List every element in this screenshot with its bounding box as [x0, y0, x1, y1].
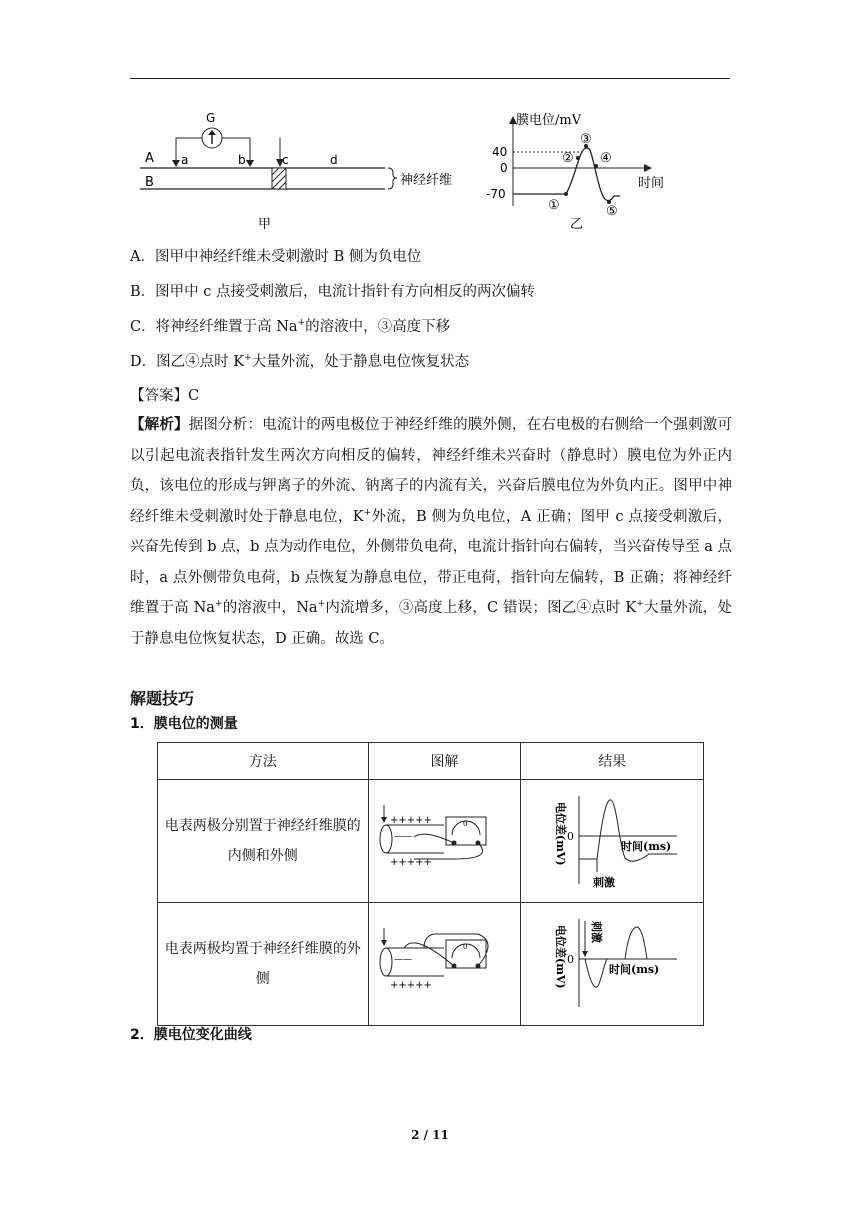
row2-result	[521, 903, 704, 1026]
yi-xlabel: 时间	[638, 176, 665, 191]
option-b: B．图甲中 c 点接受刺激后，电流计指针有方向相反的两次偏转	[130, 284, 535, 300]
point-b-label: b	[238, 153, 246, 167]
svg-text:电位差(mV): 电位差(mV)	[554, 802, 568, 866]
header-result: 结果	[521, 743, 704, 780]
option-d: D．图乙④点时 K+大量外流，处于静息电位恢复状态	[130, 353, 470, 370]
side-b-label: B	[145, 175, 154, 190]
figure-yi	[478, 108, 678, 233]
header-method: 方法	[158, 743, 369, 780]
row2-method: 电表两极均置于神经纤维膜的外侧	[158, 903, 369, 1026]
svg-text:+++++: +++++	[390, 815, 433, 826]
svg-text:时间(ms): 时间(ms)	[609, 963, 660, 976]
svg-text:+++++: +++++	[390, 857, 433, 868]
answer: 【答案】C	[130, 388, 200, 404]
svg-text:+++++: +++++	[390, 980, 433, 991]
table-row	[158, 780, 704, 903]
row1-method: 电表两极分别置于神经纤维膜的内侧和外侧	[158, 780, 369, 903]
option-c: C．将神经纤维置于高 Na+的溶液中，③高度下移	[130, 318, 451, 335]
svg-text:刺激: 刺激	[590, 921, 604, 943]
row1-diagram	[368, 780, 521, 903]
galvanometer-label: G	[206, 111, 216, 125]
yi-tick-neg70: -70	[486, 187, 506, 201]
yi-mark-5: ⑤	[606, 204, 618, 219]
svg-text:刺激: 刺激	[593, 876, 616, 889]
yi-mark-2: ②	[562, 151, 574, 166]
figure-yi-caption: 乙	[570, 217, 584, 232]
row2-diagram	[368, 903, 521, 1026]
result-graph-2	[537, 907, 687, 1017]
header-diagram: 图解	[368, 743, 521, 780]
svg-text:时间(ms): 时间(ms)	[621, 840, 672, 853]
figure-jia	[130, 105, 465, 235]
svg-text:——: ——	[394, 955, 413, 965]
electrode-diagram-outside	[374, 922, 514, 1002]
analysis-paragraph: 【解析】据图分析：电流计的两电极位于神经纤维的膜外侧，在右电极的右侧给一个强刺激可以引起电流表指针发生两次方向相反的偏转，神经纤维未兴奋时（静息时）膜电位为外正内负，该电位的形成与钾离子的外流、钠离子的内流有关，兴奋后膜电位为外负内正。图甲中神经纤维未受刺激时处于静息电位，K+外流，B 侧为负电位，A 正确；图甲 c 点接受刺激后，兴奋先传到 b 点，b 点为动作电位，外侧带负电荷，电流计指针向右偏转，当兴奋传导至 a 点时，a 点外侧带负电荷，b 点恢复为静息电位，带正电荷，指针向左偏转，B 正确；将神经纤维置于高 Na+的溶液中，Na+内流增多，③高度上移，C 错误；图乙④点时 K+大量外流，处于静息电位恢复状态，D 正确。故选 C。	[130, 416, 732, 647]
yi-mark-4: ④	[600, 151, 612, 166]
option-a: A．图甲中神经纤维未受刺激时 B 侧为负电位	[130, 249, 422, 265]
result-graph-1	[537, 784, 687, 894]
subheading-measure: 1．膜电位的测量	[130, 716, 238, 732]
header-rule	[130, 78, 730, 79]
analysis-tag: 【解析】	[130, 416, 189, 433]
fiber-label: 神经纤维	[400, 173, 453, 188]
yi-mark-1: ①	[548, 198, 560, 213]
svg-text:——: ——	[394, 832, 413, 842]
svg-text:0: 0	[463, 820, 468, 828]
table-header-row	[158, 743, 704, 780]
method-table	[157, 742, 704, 1026]
point-a-label: a	[181, 153, 189, 167]
svg-text:0: 0	[567, 953, 575, 966]
page-number: 2 / 11	[411, 1128, 449, 1142]
yi-mark-3: ③	[580, 132, 592, 147]
figure-jia-caption: 甲	[258, 217, 272, 232]
svg-text:0: 0	[463, 943, 468, 951]
side-a-label: A	[145, 151, 154, 166]
yi-tick-0: 0	[500, 161, 508, 175]
table-row	[158, 903, 704, 1026]
point-c-label: c	[282, 153, 289, 167]
row1-result	[521, 780, 704, 903]
yi-ylabel: 膜电位/mV	[516, 113, 582, 128]
point-d-label: d	[330, 153, 338, 167]
svg-text:0: 0	[567, 830, 575, 843]
electrode-diagram-inside-outside	[374, 799, 514, 879]
yi-tick-40: 40	[492, 145, 508, 159]
subheading-curve: 2．膜电位变化曲线	[130, 1027, 252, 1043]
svg-text:电位差(mV): 电位差(mV)	[554, 925, 568, 989]
section-title: 解题技巧	[130, 689, 195, 708]
